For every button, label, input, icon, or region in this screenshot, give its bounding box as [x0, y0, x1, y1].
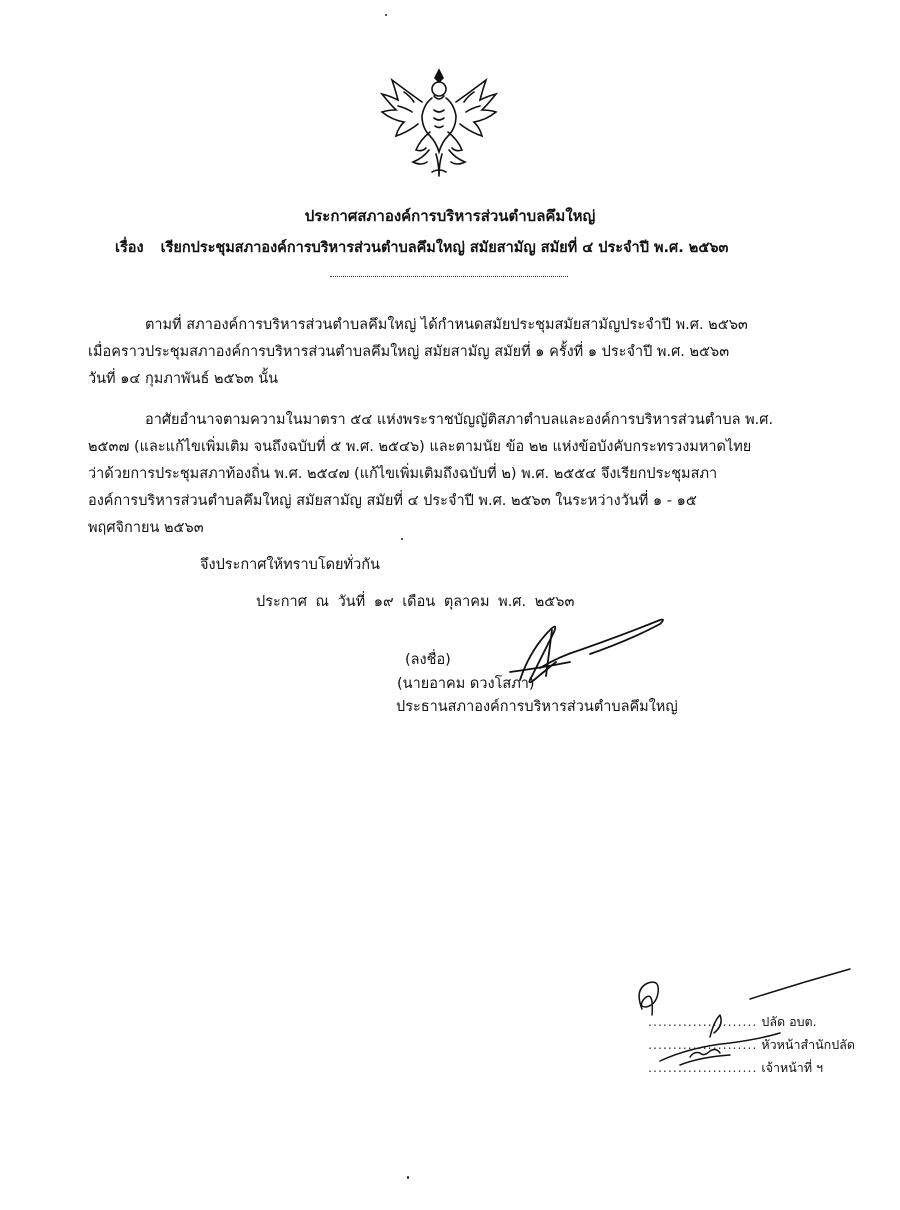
signer-position: ประธานสภาองค์การบริหารส่วนตำบลคึมใหญ่ [396, 699, 678, 715]
paragraph-line: ๒๕๓๗ (และแก้ไขเพิ่มเติม จนถึงฉบับที่ ๕ พ.ศ. ๒๕๔๖) และตามนัย ข้อ ๒๒ แห่งข้อบังคับกระทรวงมหาดไทย [88, 439, 752, 455]
routing-line-officer [648, 1058, 823, 1078]
paragraph-line: พฤศจิกายน ๒๕๖๓ [88, 520, 204, 536]
dotted-divider [330, 276, 568, 277]
signed-label: (ลงชื่อ) [405, 652, 451, 668]
paragraph-line: ตามที่ สภาองค์การบริหารส่วนตำบลคึมใหญ่ ได้กำหนดสมัยประชุมสมัยสามัญประจำปี พ.ศ. ๒๕๖๓ [145, 317, 748, 333]
paragraph-line: ว่าด้วยการประชุมสภาท้องถิ่น พ.ศ. ๒๕๔๗ (แก้ไขเพิ่มเติมถึงฉบับที่ ๒) พ.ศ. ๒๕๕๔ จึงเรียกประชุมสภา [88, 466, 718, 482]
paragraph-line: วันที่ ๑๔ กุมภาพันธ์ ๒๕๖๓ นั้น [88, 371, 279, 387]
scan-speck [401, 538, 403, 540]
routing-dots: ...................... [648, 1060, 758, 1075]
routing-label: ปลัด อบต. [761, 1014, 817, 1029]
signer-name: (นายอาคม ดวงโสภา) [397, 676, 535, 692]
routing-dots: ...................... [648, 1014, 758, 1029]
subject-text: เรียกประชุมสภาองค์การบริหารส่วนตำบลคึมใหญ่ สมัยสามัญ สมัยที่ ๔ ประจำปี พ.ศ. ๒๕๖๓ [160, 240, 729, 256]
paragraph-line: เมื่อคราวประชุมสภาองค์การบริหารส่วนตำบลคึมใหญ่ สมัยสามัญ สมัยที่ ๑ ครั้งที่ ๑ ประจำปี พ.ศ. ๒๕๖๓ [88, 344, 730, 360]
scan-speck [385, 14, 387, 16]
paragraph-background [88, 312, 813, 393]
paragraph-line: อาศัยอำนาจตามความในมาตรา ๕๔ แห่งพระราชบัญญัติสภาตำบลและองค์การบริหารส่วนตำบล พ.ศ. [145, 412, 774, 428]
scan-speck [407, 1176, 409, 1179]
routing-line-head-office [648, 1035, 855, 1055]
paragraph-line: องค์การบริหารส่วนตำบลคึมใหญ่ สมัยสามัญ สมัยที่ ๔ ประจำปี พ.ศ. ๒๕๖๓ ในระหว่างวันที่ ๑ - ๑๕ [88, 493, 697, 509]
routing-label: เจ้าหน้าที่ ฯ [761, 1060, 824, 1075]
closing-statement: จึงประกาศให้ทราบโดยทั่วกัน [200, 557, 380, 573]
routing-dots: ...................... [648, 1037, 758, 1052]
paragraph-legal-basis [88, 407, 813, 542]
routing-label: หัวหน้าสำนักปลัด [761, 1037, 855, 1052]
announcement-date: ประกาศ ณ วันที่ ๑๙ เดือน ตุลาคม พ.ศ. ๒๕๖๓ [256, 594, 575, 610]
routing-line-deputy-chief [648, 1012, 817, 1032]
announcement-title: ประกาศสภาองค์การบริหารส่วนตำบลคึมใหญ่ [304, 207, 596, 225]
garuda-emblem-icon [374, 62, 504, 182]
subject-line [115, 236, 728, 259]
subject-label: เรื่อง [115, 240, 144, 256]
